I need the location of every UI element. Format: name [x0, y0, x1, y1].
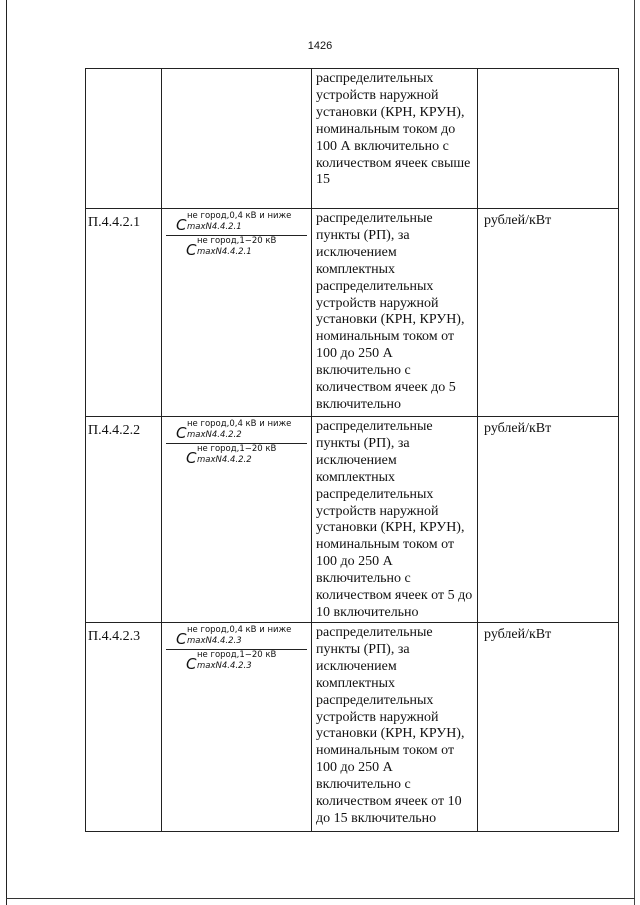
code-cell	[86, 623, 162, 832]
description-text: распределительные пункты (РП), за исключением комплектных распределительных устройств наружной установки (КРН, КРУН), номинальным током от 100 до 250 А включительно с количеством ячеек от 10 до 15 включительно	[316, 625, 465, 826]
unit-label: рублей/кВт	[484, 213, 552, 228]
formula-mid-voltage: C не город,1−20 кВ maxN4.4.2.3	[186, 650, 277, 673]
description-text: распределительных устройств наружной установки (КРН, КРУН), номинальным током до 100 А включительно с количеством ячеек свыше 15	[316, 71, 471, 188]
scan-edge-left	[6, 0, 7, 905]
description-text: распределительные пункты (РП), за исключением комплектных распределительных устройств наружной установки (КРН, КРУН), номинальным током от 100 до 250 А включительно с количеством ячеек до 5 включительно	[316, 211, 465, 412]
formula-cell	[162, 209, 312, 417]
description-cell	[312, 417, 478, 623]
unit-cell	[478, 69, 619, 209]
description-cell	[312, 69, 478, 209]
scan-edge-bottom	[6, 898, 635, 899]
formula-mid-voltage: C не город,1−20 кВ maxN4.4.2.1	[186, 236, 277, 259]
formula-low-voltage: C не город,0,4 кВ и ниже maxN4.4.2.3	[176, 625, 292, 648]
description-cell	[312, 623, 478, 832]
code-cell	[86, 209, 162, 417]
formula-mid-voltage: C не город,1−20 кВ maxN4.4.2.2	[186, 444, 277, 467]
formula-low-voltage: C не город,0,4 кВ и ниже maxN4.4.2.1	[176, 211, 292, 234]
table-row	[86, 209, 619, 417]
unit-cell	[478, 209, 619, 417]
unit-cell	[478, 417, 619, 623]
item-code: П.4.4.2.2	[88, 423, 141, 438]
table-row	[86, 623, 619, 832]
unit-label: рублей/кВт	[484, 421, 552, 436]
item-code: П.4.4.2.1	[88, 215, 141, 230]
description-cell	[312, 209, 478, 417]
formula-cell	[162, 623, 312, 832]
code-cell	[86, 417, 162, 623]
tariff-table	[85, 68, 619, 832]
table-row	[86, 417, 619, 623]
unit-cell	[478, 623, 619, 832]
formula-cell	[162, 417, 312, 623]
table-row	[86, 69, 619, 209]
scan-edge-right	[634, 0, 635, 905]
formula-cell	[162, 69, 312, 209]
description-text: распределительные пункты (РП), за исключением комплектных распределительных устройств наружной установки (КРН, КРУН), номинальным током от 100 до 250 А включительно с количеством ячеек от 5 до 10 включительно	[316, 419, 473, 620]
item-code: П.4.4.2.3	[88, 629, 141, 644]
unit-label: рублей/кВт	[484, 627, 552, 642]
page-number: 1426	[307, 40, 333, 52]
code-cell	[86, 69, 162, 209]
formula-low-voltage: C не город,0,4 кВ и ниже maxN4.4.2.2	[176, 419, 292, 442]
